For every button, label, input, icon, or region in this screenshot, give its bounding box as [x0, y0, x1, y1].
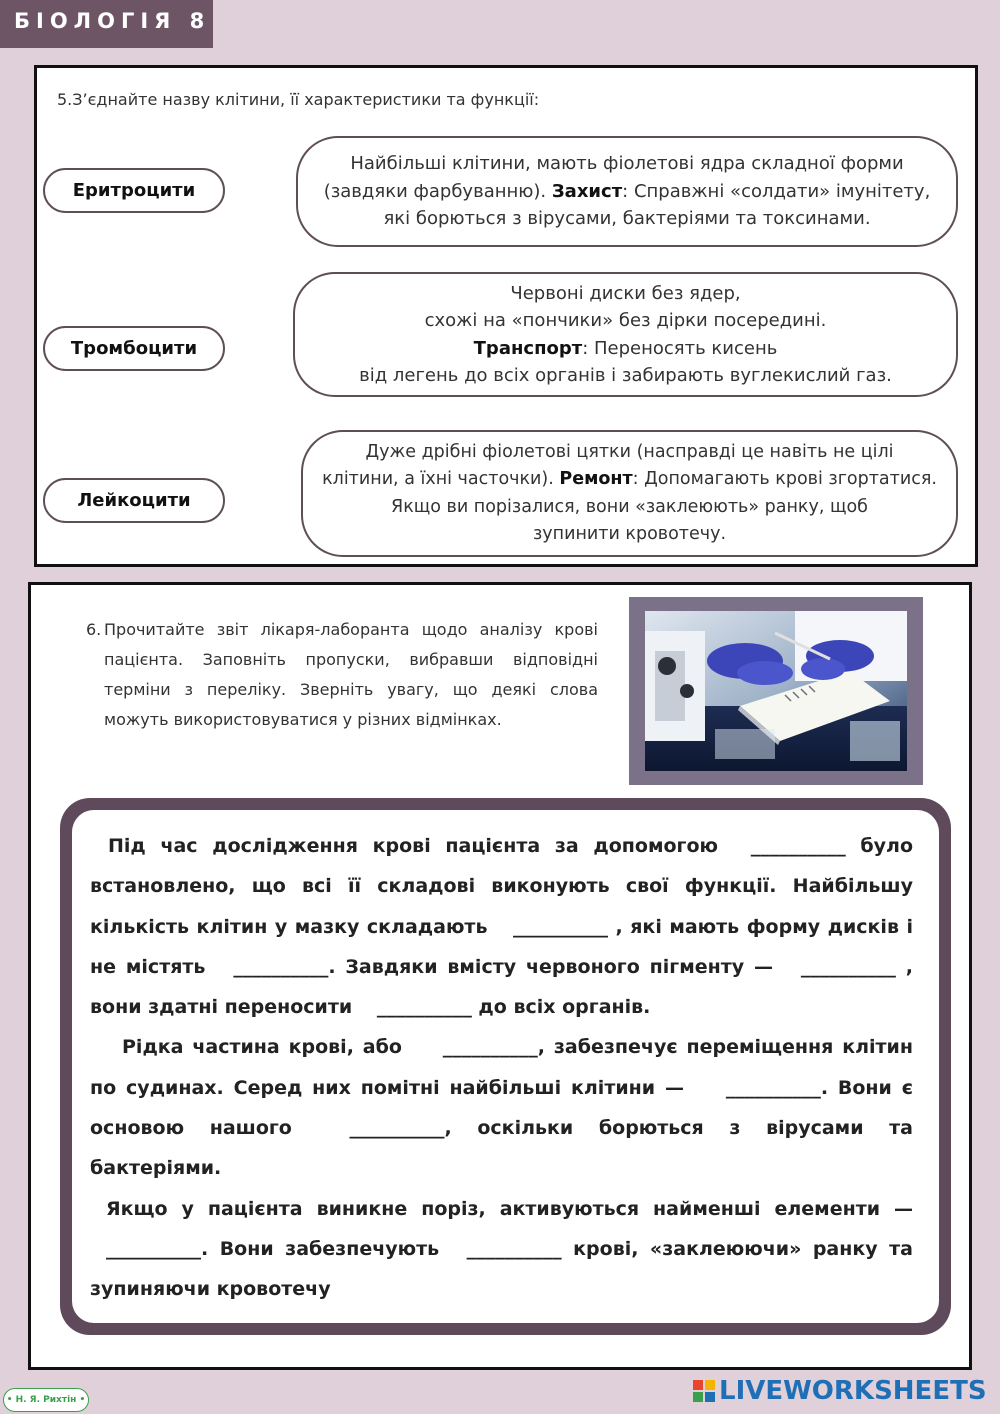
description-card-1[interactable]: [296, 136, 958, 247]
blank-7[interactable]: __________: [725, 1076, 821, 1099]
desc3-line4: зупинити кровотечу.: [532, 524, 727, 544]
task6-instruction-text: Прочитайте звіт лікаря-лаборанта щодо аналізу крові пацієнта. Заповніть пропуски, вибравши відповідні терміни з переліку. Зверніть увагу, що деякі слова можуть використовуватися у різних відмінках.: [104, 620, 598, 729]
cell-name-leukocytes[interactable]: Лейкоцити: [43, 478, 225, 523]
desc2-line2: схожі на «пончики» без дірки посередині.: [424, 310, 827, 331]
blank-4[interactable]: __________: [800, 955, 896, 978]
cell-name-thrombocytes[interactable]: Тромбоцити: [43, 326, 225, 371]
task6-instruction: [86, 615, 598, 735]
description-card-3[interactable]: [301, 430, 958, 557]
subject-title: БІОЛОГІЯ 8: [14, 9, 211, 33]
liveworksheets-brand: LIVEWORKSHEETS: [719, 1376, 987, 1406]
description-card-2[interactable]: [293, 272, 958, 397]
desc2-line3: Транспорт: Переносять кисень: [473, 337, 778, 359]
desc3-function: Ремонт: [559, 469, 633, 489]
desc3-line1: Дуже дрібні фіолетові цятки (насправді це навіть не цілі: [365, 441, 894, 462]
blank-3[interactable]: __________: [233, 955, 329, 978]
desc1-line1: Найбільші клітини, мають фіолетові ядра складної форми: [350, 153, 904, 175]
desc3-line2: клітини, а їхні часточки). Ремонт: Допомагають крові згортатися.: [322, 469, 937, 489]
task5-question: 5.З’єднайте назву клітини, її характеристики та функції:: [57, 90, 540, 109]
report-paragraph-1: Під час дослідження крові пацієнта за допомогою __________ було встановлено, що всі її складові виконують свої функції. Найбільшу кількість клітин у мазку складають __________ , які мають форму дисків і не містять __________. Завдяки вмісту червоного пігменту — __________ , вони здатні переносити __________ до всіх органів.: [90, 826, 913, 1027]
lab-photo: [645, 611, 907, 771]
subject-header: [0, 0, 213, 48]
report-paragraph-3: Якщо у пацієнта виникне поріз, активуються найменші елементи — __________. Вони забезпечують __________ крові, «заклеюючи» ранку та зупиняючи кровотечу: [90, 1197, 913, 1301]
blank-6[interactable]: __________: [442, 1036, 538, 1059]
blank-2[interactable]: __________: [512, 915, 608, 938]
report-paragraph-2: Рідка частина крові, або __________, забезпечує переміщення клітин по судинах. Серед них помітні найбільші клітини — __________. Вони є основою нашого __________, оскільки борються з вірусами та бактеріями.: [90, 1027, 913, 1188]
desc1-function: Захист: [551, 180, 623, 202]
desc2-line1: Червоні диски без ядер,: [510, 282, 741, 304]
desc2-line4: від легень до всіх органів і забирають вуглекислий газ.: [359, 365, 892, 386]
liveworksheets-blocks-icon: [693, 1380, 715, 1402]
author-logo: • Н. Я. Рихтін •: [3, 1388, 89, 1412]
cell-name-erythrocytes[interactable]: Еритроцити: [43, 168, 225, 213]
task6-number: 6.: [86, 620, 102, 639]
liveworksheets-logo: [693, 1374, 987, 1408]
blank-1[interactable]: __________: [750, 835, 846, 857]
blank-8[interactable]: __________: [349, 1117, 445, 1140]
blank-9[interactable]: __________: [106, 1237, 201, 1260]
desc2-function: Транспорт: [473, 337, 583, 359]
lab-photo-frame: [629, 597, 923, 785]
blank-10[interactable]: __________: [466, 1237, 562, 1260]
blank-5[interactable]: __________: [376, 996, 472, 1019]
report-text: [90, 826, 913, 1310]
desc1-line3: які борються з вірусами, бактеріями та токсинами.: [383, 208, 871, 230]
desc1-line2: (завдяки фарбуванню). Захист: Справжні «солдати» імунітету,: [323, 180, 931, 202]
desc3-line3: Якщо ви порізалися, вони «заклеюють» ранку, щоб: [391, 496, 868, 517]
